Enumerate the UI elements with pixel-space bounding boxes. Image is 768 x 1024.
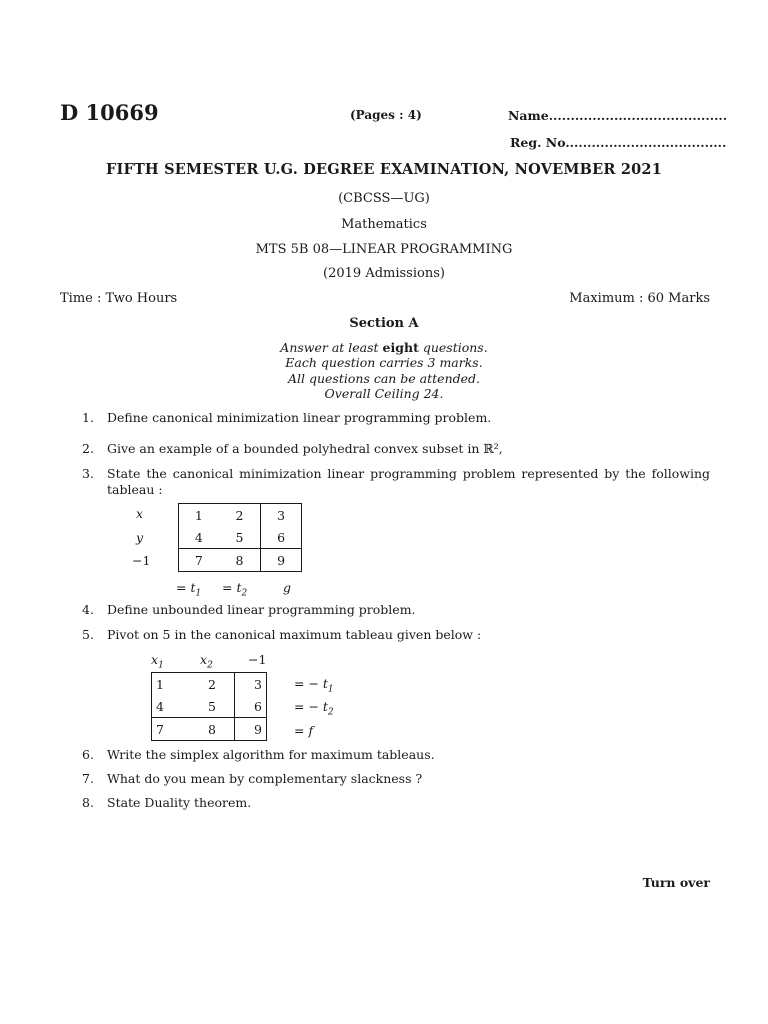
exam-duration: Time : Two Hours <box>60 291 178 306</box>
instruction-line-4: Overall Ceiling 24. <box>324 385 444 401</box>
course-title: MTS 5B 08—LINEAR PROGRAMMING <box>255 242 513 257</box>
t2-col-label-1: $x_1$ <box>151 652 164 671</box>
turn-over-note: Turn over <box>642 875 710 890</box>
reg-no-field: Reg. No..................................... <box>510 135 727 150</box>
exam-title: FIFTH SEMESTER U.G. DEGREE EXAMINATION, NOVEMBER 2021 <box>105 161 663 178</box>
instruction-line-2: Each question carries 3 marks. <box>285 355 483 371</box>
t1-col-label-1: = $t_1$ <box>176 580 202 599</box>
page-count: (Pages : 4) <box>350 108 422 122</box>
name-field: Name......................................... <box>508 108 728 123</box>
paper-code: D 10669 <box>60 100 159 125</box>
t1-row-label-1: x <box>136 506 144 521</box>
admissions-year: (2019 Admissions) <box>323 266 445 281</box>
t1-row-label-3: −1 <box>132 553 151 568</box>
section-title: Section A <box>349 316 419 331</box>
section-instructions <box>0 340 768 401</box>
exam-scheme: (CBCSS—UG) <box>338 191 430 206</box>
tableau-2: 1 2 3 4 5 6 7 8 9 <box>151 672 267 741</box>
t2-col-label-2: $x_2$ <box>200 652 213 671</box>
t2-col-label-3: −1 <box>248 652 267 667</box>
tableau-1: 1 2 3 4 5 6 7 8 9 <box>178 503 302 572</box>
t1-col-label-2: = $t_2$ <box>222 580 248 599</box>
t2-row-label-2: = − $t_2$ <box>294 699 334 718</box>
t1-col-label-3: g <box>283 580 292 595</box>
t1-row-label-2: y <box>136 530 144 545</box>
t2-row-label-1: = − $t_1$ <box>294 676 334 695</box>
t2-row-label-3: = f <box>294 723 314 738</box>
instruction-line-3: All questions can be attended. <box>287 370 481 386</box>
exam-subject: Mathematics <box>341 217 427 232</box>
max-marks: Maximum : 60 Marks <box>569 291 710 306</box>
instruction-line-1: Answer at least eight questions. <box>280 340 488 355</box>
